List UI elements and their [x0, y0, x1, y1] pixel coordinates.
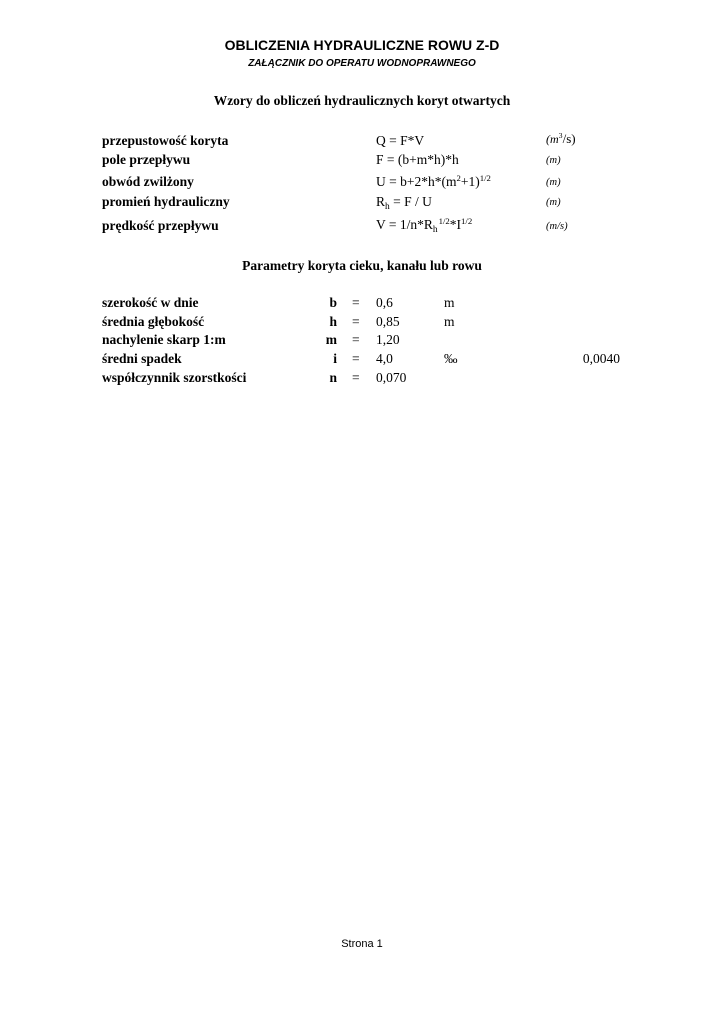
document-title: OBLICZENIA HYDRAULICZNE ROWU Z-D	[224, 37, 500, 53]
param-label: szerokość w dnie	[102, 295, 199, 310]
formulas-heading: Wzory do obliczeń hydraulicznych koryt otwartych	[213, 93, 511, 108]
param-label: nachylenie skarp 1:m	[102, 332, 226, 347]
parameters-heading: Parametry koryta cieku, kanału lub rowu	[242, 258, 482, 273]
param-symbol: h	[329, 314, 337, 329]
param-unit: m	[444, 314, 455, 329]
param-symbol: b	[329, 295, 337, 310]
param-symbol: n	[329, 370, 337, 385]
param-label: średnia głębokość	[102, 314, 205, 329]
formula-f: F = (b+m*h)*h	[376, 152, 459, 167]
formula-q: Q = F*V	[376, 133, 425, 148]
formula-label-predkosc: prędkość przepływu	[102, 218, 219, 233]
page-number: Strona 1	[341, 938, 383, 950]
param-value: 0,85	[376, 314, 400, 329]
formula-rh: $R_h = F / U$	[376, 194, 432, 213]
unit-u: (m)	[546, 177, 561, 188]
formula-label-przepustowosc: przepustowość koryta	[102, 133, 229, 148]
unit-f: (m)	[546, 155, 561, 166]
formula-label-obwod: obwód zwilżony	[102, 174, 194, 189]
formula-label-pole: pole przepływu	[102, 152, 191, 167]
param-equals: =	[352, 314, 360, 329]
param-equals: =	[352, 370, 360, 385]
param-symbol: i	[333, 351, 337, 366]
param-value: 4,0	[376, 351, 393, 366]
unit-q: $(m^3/s)$	[546, 131, 576, 146]
param-symbol: m	[325, 332, 337, 347]
param-label: współczynnik szorstkości	[102, 370, 247, 385]
unit-rh: (m)	[546, 197, 561, 208]
document-subtitle: ZAŁĄCZNIK DO OPERATU WODNOPRAWNEGO	[248, 58, 476, 69]
unit-v: (m/s)	[546, 221, 568, 232]
param-unit: m	[444, 295, 455, 310]
formula-label-promien: promień hydrauliczny	[102, 194, 230, 209]
param-unit: ‰	[444, 351, 458, 366]
param-label: średni spadek	[102, 351, 182, 366]
param-value: 0,070	[376, 370, 407, 385]
formula-v: $V = 1/n*R_h^{1/2}*I^{1/2}$	[376, 215, 473, 236]
param-equals: =	[352, 332, 360, 347]
param-equals: =	[352, 351, 360, 366]
param-equals: =	[352, 295, 360, 310]
param-value: 0,6	[376, 295, 393, 310]
param-value: 1,20	[376, 332, 400, 347]
formula-u: $U = b+2*h*(m^2+1)^{1/2}$	[376, 172, 491, 189]
param-converted-value: 0,0040	[582, 351, 620, 366]
